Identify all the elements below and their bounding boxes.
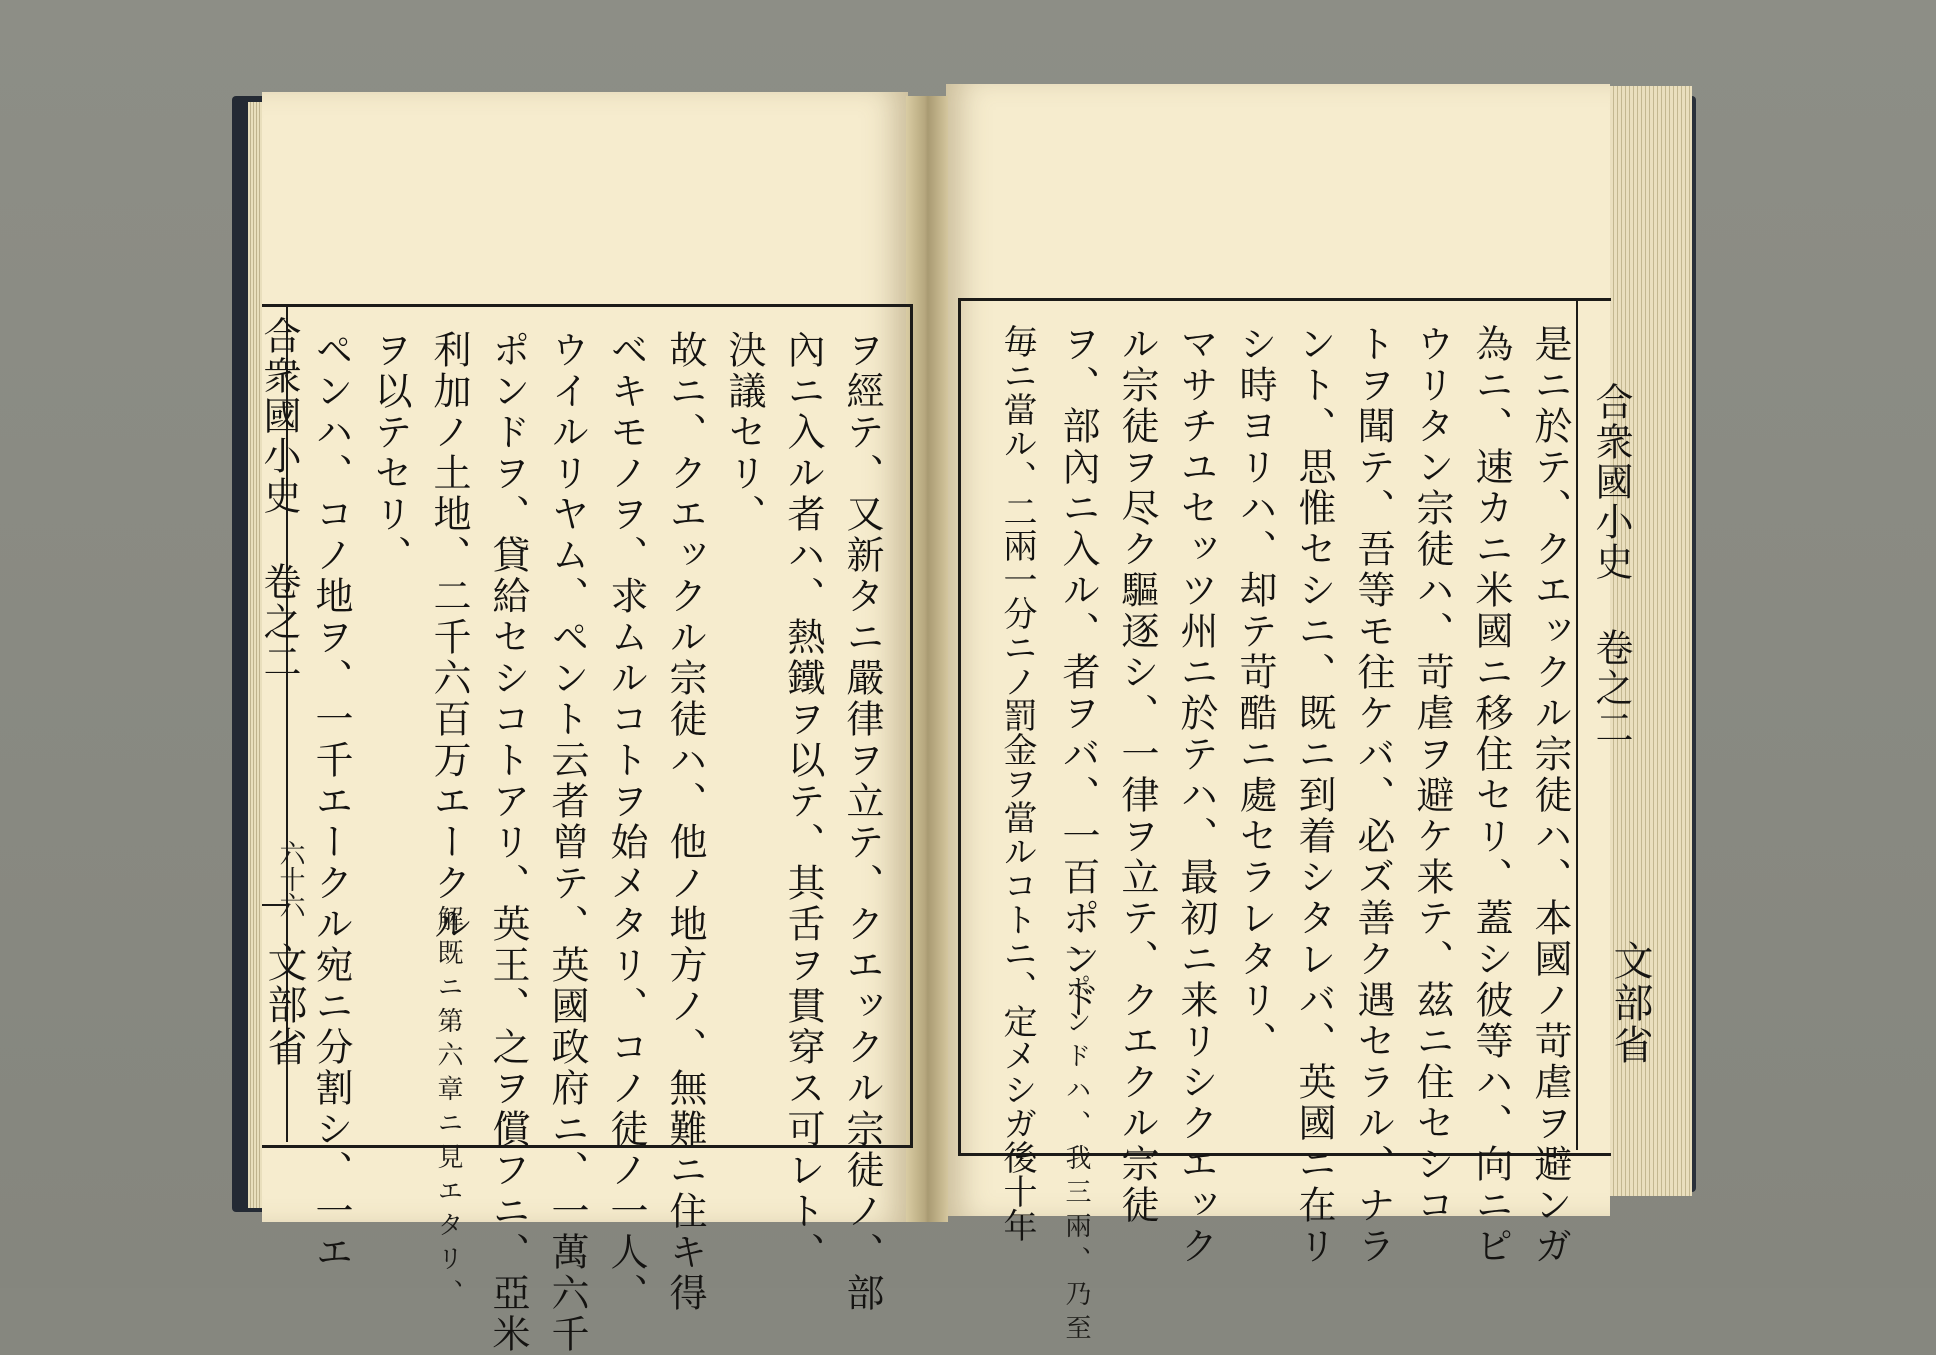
publisher-imprint-right: 文部省 [1607, 940, 1653, 1066]
running-title-left: 合衆國小史 卷之二 [257, 316, 301, 682]
left-column-2: 內ニ入ル者ハ、熱鐵ヲ以テ、其舌ヲ貫穿ス可レト、 [781, 330, 825, 1273]
right-column-8: ル宗徒ヲ尽ク驅逐シ、一律ヲ立テ、クエクル宗徒 [1115, 324, 1159, 1226]
page-number: 六十六 [275, 840, 305, 918]
right-column-6: シ時ヨリハ、却テ苛酷ニ處セラレタリ、 [1233, 324, 1277, 1062]
right-column-2: 為ニ、速カニ米國ニ移住セリ、蓋シ彼等ハ、向ニピ [1469, 324, 1513, 1267]
running-title-right: 合衆國小史 卷之二 [1589, 382, 1633, 748]
left-column-8: 利加ノ土地、二千六百万エークル [427, 330, 471, 945]
left-column-9: ヲ以テセリ、 [368, 330, 412, 576]
right-column-10: 毎ニ當ル、二兩一分ニノ罰金ヲ當ルコトニ、定メシガ後十年 [997, 324, 1037, 1242]
left-annotation: 解既ニ第六章ニ見エタリ、 [433, 905, 463, 1313]
right-column-7: マサチユセッツ州ニ於テハ、最初ニ来リシクエック [1174, 324, 1218, 1267]
right-hashira-rule [1576, 298, 1578, 1150]
right-column-1: 是ニ於テ、クエックル宗徒ハ、本國ノ苛虐ヲ避ンガ [1528, 324, 1572, 1267]
publisher-imprint-left: 文部省 [261, 942, 307, 1068]
left-column-1: ヲ經テ、又新タニ嚴律ヲ立テ、クエックル宗徒ノ、部 [840, 330, 884, 1314]
right-column-3: ウリタン宗徒ハ、苛虐ヲ避ケ来テ、茲ニ住セシコ [1410, 324, 1454, 1226]
left-column-4: 故ニ、クエックル宗徒ハ、他ノ地方ノ、無難ニ住キ得 [663, 330, 707, 1314]
left-column-3: 決議セリ、 [722, 330, 766, 535]
right-column-5: ント、思惟セシニ、既ニ到着シタレバ、英國ニ在リ [1292, 324, 1336, 1267]
left-column-10: ペンハ、コノ地ヲ、一千エークル宛ニ分割シ、一エ [309, 330, 353, 1273]
right-annotation: 一ポンドハ、我三兩、乃至 [1061, 940, 1091, 1348]
left-column-5: ベキモノヲ、求ムルコトヲ始メタリ、コノ徒ノ一人、 [604, 330, 648, 1314]
right-column-9: ヲ、部內ニ入ル、者ヲバ、一百ポンド [1056, 324, 1100, 1021]
left-column-6: ウイルリヤム、ペント云者曾テ、英國政府ニ、一萬六千 [545, 330, 589, 1355]
left-column-7: ポンドヲ、貸給セシコトアリ、英王、之ヲ償フニ、亞米 [486, 330, 530, 1355]
right-column-4: トヲ聞テ、吾等モ往ケバ、必ズ善ク遇セラル、ナラ [1351, 324, 1395, 1267]
